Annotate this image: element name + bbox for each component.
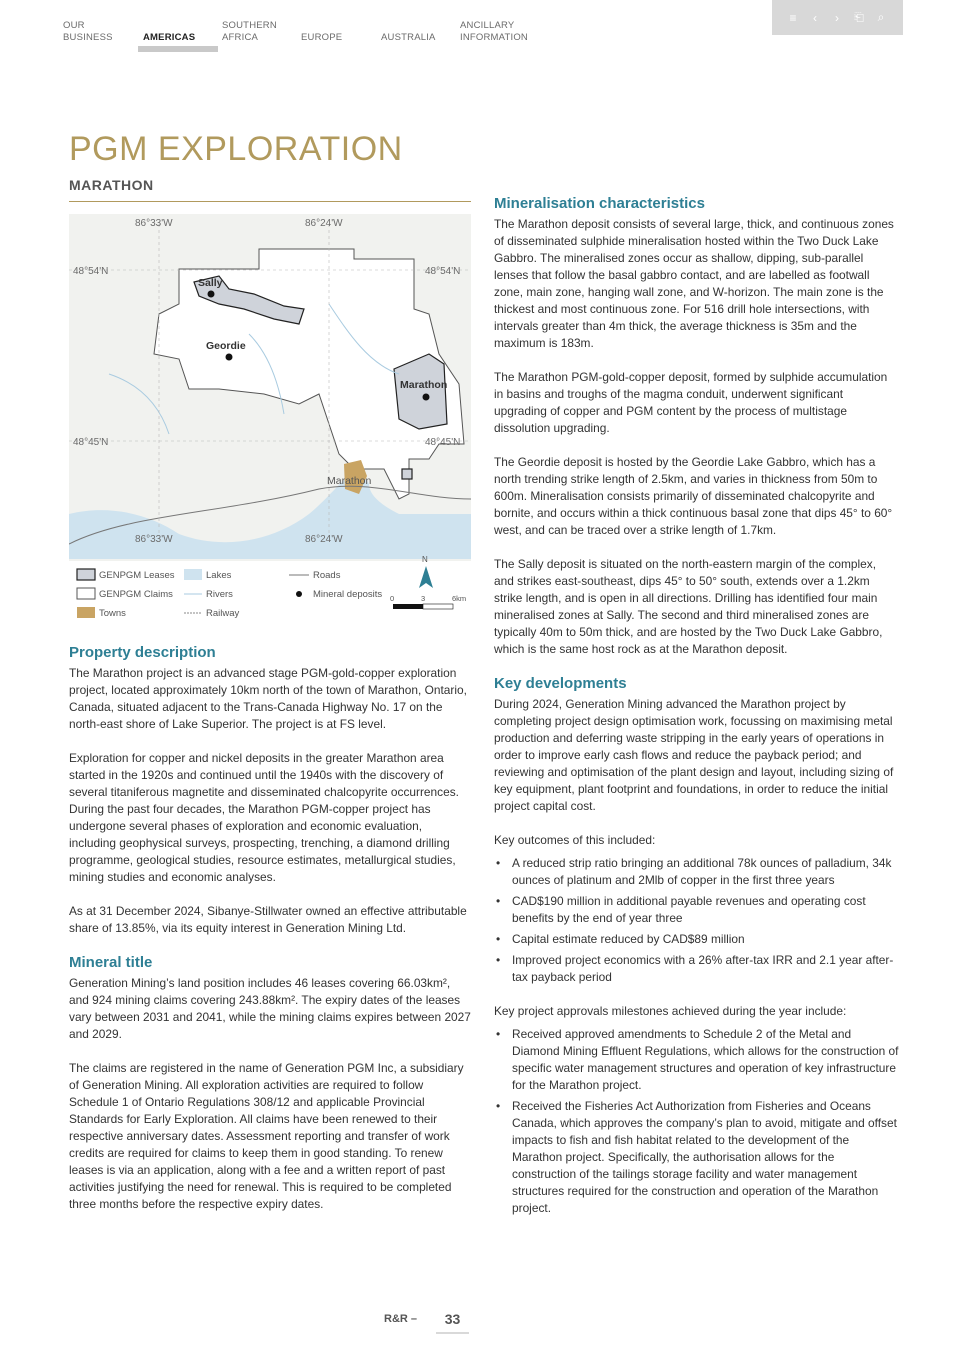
paragraph: Exploration for copper and nickel deposits in the greater Marathon area started in the 1920s and continued until the 1940s with the discovery of several titaniferous magnetite and disseminated chalcopyrite occurrences. During the past four decades, the Marathon PGM-copper project has undergone several phases of exploration and economic evaluation, including geophysical surveys, prospecting, trenching, a diamond drilling programme, geological studies, resource estimates, metallurgical studies, mining studies and economic analyses. (69, 751, 459, 884)
lease-marathon (394, 354, 447, 429)
section-heading: Mineral title (69, 954, 153, 971)
legend-item: Roads (313, 570, 341, 581)
legend-item: GENPGM Leases (99, 570, 175, 581)
list-item: • CAD$190 million in additional payable revenues and operating cost benefits by the end of year three (494, 893, 899, 927)
page-subtitle: MARATHON (69, 177, 154, 193)
paragraph: Key project approvals milestones achieved during the year include: (494, 1004, 847, 1018)
list-item: • Received the Fisheries Act Authorization from Fisheries and Oceans Canada, which approves the company’s plan to avoid, mitigate and offset impacts to fish and fish habitat related to the development of the Marathon project. Specifically, the authorisation allows for the construction of the tailings storage facility and water management structures required for the construction and operation of the Marathon project. (494, 1098, 899, 1217)
section-heading: Key developments (494, 675, 627, 692)
coord-label: 48°54'N (73, 266, 109, 277)
location-map (69, 214, 471, 627)
active-tab-indicator (138, 46, 218, 52)
legend-item: Towns (99, 608, 126, 619)
list-item: • Improved project economics with a 26% after-tax IRR and 2.1 year after-tax payback period (494, 952, 899, 986)
title-divider (69, 201, 471, 202)
section-heading: Mineralisation characteristics (494, 195, 705, 212)
place-label: Sally (198, 277, 223, 289)
approvals-list (494, 1026, 899, 1217)
legend-item: Mineral deposits (313, 589, 383, 600)
north-label: N (422, 555, 428, 564)
nav-australia[interactable]: AUSTRALIA (381, 32, 436, 43)
legend-item: Rivers (206, 589, 233, 600)
coord-label: 48°45'N (425, 437, 461, 448)
place-label: Marathon (400, 379, 448, 391)
paragraph: The Marathon PGM-gold-copper deposit, formed by sulphide accumulation in basins and troughs of the magma conduit, underwent significant upgrading of copper and PGM content by the process of multistage dissolution upgrading. (494, 370, 888, 435)
nav-ancillary-information[interactable]: ANCILLARY INFORMATION (460, 20, 528, 43)
nav-americas[interactable]: AMERICAS (143, 32, 196, 43)
scale-label: 3 (421, 594, 426, 603)
list-item: • Capital estimate reduced by CAD$89 million (494, 931, 899, 948)
scale-label: 6km (452, 594, 467, 603)
list-item: • A reduced strip ratio bringing an additional 78k ounces of palladium, 34k ounces of platinum and 2Mlb of copper in the first three years (494, 855, 899, 889)
return-icon[interactable]: ⎗ (854, 10, 864, 24)
place-label: Geordie (206, 340, 246, 352)
page-number: 33 (436, 1311, 469, 1334)
legend-item: Lakes (206, 570, 232, 581)
page-title: PGM EXPLORATION (69, 130, 403, 168)
left-column (69, 644, 471, 1230)
scale-label: 0 (390, 594, 395, 603)
outcomes-list (494, 855, 899, 986)
coord-label: 86°24'W (305, 534, 343, 545)
menu-icon[interactable]: ≡ (789, 10, 797, 25)
deposit-marker (226, 354, 233, 361)
legend-item: GENPGM Claims (99, 589, 173, 600)
right-column (494, 195, 899, 1234)
next-page-icon[interactable]: › (835, 10, 839, 25)
paragraph: During 2024, Generation Mining advanced the Marathon project by completing project design optimisation work, focussing on maximising metal production and deferring waste stripping in the early years of operations in order to improve early cash flows and reduce the payback period; and reviewing and optimisation of the plant design and layout, including sizing of key equipment, plant footprint and foundations, in order to reduce the initial project capital cost. (494, 697, 894, 813)
coord-label: 48°54'N (425, 266, 461, 277)
paragraph: The claims are registered in the name of Generation PGM Inc, a subsidiary of Generation Mining. All exploration activities are required to follow Schedule 1 of Ontario Regulations 308/12 and applicable Provincial Standards for Early Exploration. All claims have been renewed to their respective anniversary dates. Assessment reporting and transfer of work credits are required for claims to keep them in good standing. To renew leases is via an application, along with a fee and a written report of past activities justifying the need for renewal. This is required to be completed three months before the respective expiry dates. (69, 1061, 464, 1211)
coord-label: 86°24'W (305, 218, 343, 229)
legend-item: Railway (206, 608, 240, 619)
coord-label: 48°45'N (73, 437, 109, 448)
search-icon[interactable]: ⌕ (877, 10, 885, 24)
footer-label: R&R – (384, 1313, 418, 1325)
paragraph: Generation Mining’s land position includes 46 leases covering 66.03km², and 924 mining claims covering 243.88km². The expiry dates of the leases vary between 2031 and 2041, while the mining claims expires between 2027 and 2029. (69, 976, 471, 1041)
deposit-marker (423, 394, 430, 401)
list-item: • Received approved amendments to Schedule 2 of the Metal and Diamond Mining Effluent Regulations, which allows for the construction of specific water management structures and operation of key infrastructure for the Marathon project. (494, 1026, 899, 1094)
paragraph: Key outcomes of this included: (494, 833, 656, 847)
nav-europe[interactable]: EUROPE (301, 32, 343, 43)
toolbar (772, 0, 903, 35)
paragraph: The Sally deposit is situated on the north-eastern margin of the complex, and strikes east-southeast, dips 45° to 50° south, extends over a 1.2km strike length, and is open in all directions. Drilling has identified four main mineralised zones at Sally. The second and third mineralised zones are typically 40m to 50m thick, and are hosted by the Two Duck Lake Gabbro, which is the same host rock as at the Marathon deposit. (494, 557, 883, 656)
paragraph: The Geordie deposit is hosted by the Geordie Lake Gabbro, which has a north trending strike length of 2.5km, and varies in thickness from 50m to 600m. Mineralisation consists primarily of disseminated chalcopyrite and bornite, and occurs within a thick continuous basal zone that dips 45° to 60° west, and can be traced over a strike length of 1.7km. (494, 455, 893, 537)
deposit-marker (208, 291, 215, 298)
town-label: Marathon (327, 475, 372, 487)
paragraph: As at 31 December 2024, Sibanye-Stillwater owned an effective attributable share of 13.85%, via its equity interest in Generation Mining Ltd. (69, 904, 467, 935)
nav-our-business[interactable]: OUR BUSINESS (63, 20, 113, 43)
coord-label: 86°33'W (135, 534, 173, 545)
nav-southern-africa[interactable]: SOUTHERN AFRICA (222, 20, 277, 43)
coord-label: 86°33'W (135, 218, 173, 229)
section-heading: Property description (69, 644, 216, 661)
paragraph: The Marathon project is an advanced stage PGM-gold-copper exploration project, located approximately 10km north of the town of Marathon, Ontario, Canada, situated adjacent to the Trans-Canada Highway No. 17 on the north-east shore of Lake Superior. The project is at FS level. (69, 666, 467, 731)
previous-page-icon[interactable]: ‹ (813, 10, 817, 25)
paragraph: The Marathon deposit consists of several large, thick, and continuous zones of disseminated sulphide mineralisation hosted within the Two Duck Lake Gabbro. The mineralised zones occur as shallow, dipping, sub-parallel lenses that follow the basal gabbro contact, and are labelled as footwall zone, main zone, hanging wall zone, and W-horizon. The main zone is the thickest and most continuous zone. For 516 drill hole intersections, with intervals greater than 4m thick, the average thickness is 35m and the maximum is 183m. (494, 217, 894, 350)
